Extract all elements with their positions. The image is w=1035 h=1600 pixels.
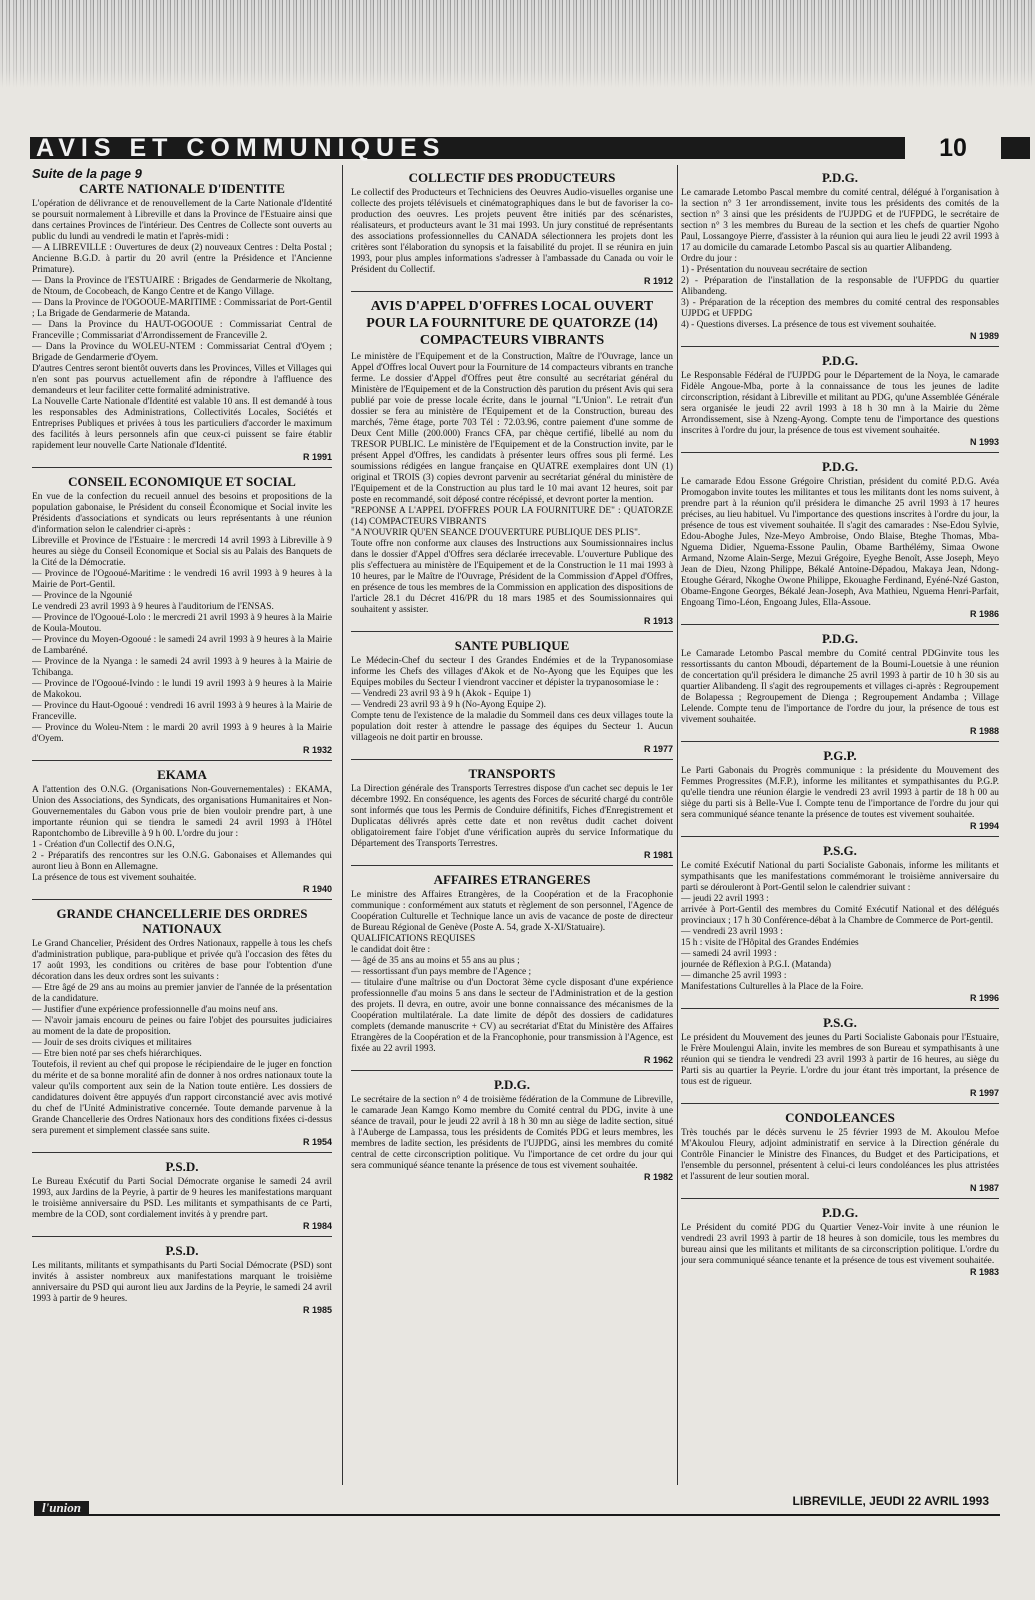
- notice-paragraph: 1) - Présentation du nouveau secrétaire de section: [681, 265, 868, 275]
- notice-reference: R 1982: [643, 1172, 673, 1182]
- notice-paragraph: 2 - Préparatifs des rencontres sur les O.N.G. Gabonaises et Allemandes qui auront lieu à Bonn en Allemagne.: [32, 851, 332, 872]
- notice-paragraph: Ordre du jour :: [681, 254, 737, 264]
- notice-paragraph: Le collectif des Producteurs et Techniciens des Oeuvres Audio-visuelles organise une collecte des projets télévisuels et cinématographiques dans le but de favoriser la co-production des oeuvres. Les projets peuvent être initiés par des scénaristes, réalisateurs, et producteurs avant le 31 mai 1993. Un jury constitué de représentants des associations professionnelles du CANADA sélectionnera les projets dont les critères sont l'élaboration du synopsis et la faisabilité du projet. Il se réunira en juin 1993, pour plus amples informations s'adresser à l'ambassade du Canada ou voir le Président du Collectif.: [351, 188, 673, 275]
- notice-paragraph: — Dans la Province du HAUT-OGOOUE : Commissariat Central de Franceville ; Commissariat d'Arrondissement de Franceville 2.: [32, 320, 332, 341]
- notice: [351, 298, 673, 632]
- notice-reference: R 1962: [643, 1055, 673, 1065]
- notice-paragraph: Le camarade Letombo Pascal membre du comité central, délégué à l'organisation à la section n° 3 1er arrondissement, invite tous les présidents des comités de la section n° 3 ainsi que les présidents de l'UJPDG et de l'UFPDG, le secrétaire de section n° 3 les membres du Bureau de la section et les chefs de quartier Ngoho Paul, Lossangoye Pierre, d'assister à la réunion qui aura lieu le jeudi 22 avril 1993 à 17 au domicile du camarade Letombo Pascal sis au quartier Alibandeng.: [681, 188, 999, 253]
- notice-paragraph: 3) - Préparation de la réception des membres du comité central des responsables UJPDG et UFPDG: [681, 298, 999, 319]
- notice: [351, 872, 673, 1071]
- notice-paragraph: — Province du Moyen-Ogooué : le samedi 24 avril 1993 à 9 heures à la Mairie de Lambaréné.: [32, 635, 332, 656]
- notice-paragraph: — A LIBREVILLE : Ouvertures de deux (2) nouveaux Centres : Delta Postal ; Ancienne B.G.D. à partir du 20 avril (entre la Présidence et l'Ancienne Primature).: [32, 243, 332, 275]
- notice: [351, 170, 673, 292]
- notice-reference: R 1913: [643, 616, 673, 626]
- notice-paragraph: Le Parti Gabonais du Progrès communique : la présidente du Mouvement des Femmes Progressites (M.F.P.), informe les militantes et sympathisantes du P.G.P. qu'elle tiendra une réunion élargie le vendredi 23 avril 1993 à partir de 18 h 00 au siège du parti sis à Belle-Vue I. Compte tenu de l'importance de l'ordre du jour qui sera communiqué séance tenante la présence de toutes est vivement souhaitée.: [681, 766, 999, 820]
- notice-paragraph: — Province de la Nyanga : le samedi 24 avril 1993 à 9 heures à la Mairie de Tchibanga.: [32, 657, 332, 678]
- notice-paragraph: 15 h : visite de l'Hôpital des Grandes Endémies: [681, 938, 859, 948]
- notice-paragraph: La Direction générale des Transports Terrestres dispose d'un cachet sec depuis le 1er décembre 1992. En conséquence, les agents des Forces de sécurité chargé du contrôle sont informés que tous les Permis de Conduire définitifs, Fiches d'Enregistrement et Duplicatas délivrés après cette date et non revêtus dudit cachet doivent obligatoirement faire l'objet d'une vérification auprès du service Informatique du Département des Transports Terrestres.: [351, 784, 673, 849]
- notice-title: P.D.G.: [822, 353, 858, 368]
- notice-paragraph: — N'avoir jamais encouru de peines ou faire l'objet des poursuites judiciaires au moment de la date de proposition.: [32, 1016, 332, 1037]
- notice-reference: N 1987: [969, 1183, 999, 1193]
- notice-paragraph: A l'attention des O.N.G. (Organisations Non-Gouvernementales) : EKAMA, Union des Associations, des Syndicats, des organisations Humanitaires et Non-Gouvernementales du Gabon vous prie de bien vouloir prendre part, à une importante réunion qui se tiendra le samedi 24 avril 1993 à l'Hôtel Rapontchombo de Libreville à 9 h 00. L'ordre du jour :: [32, 785, 332, 839]
- column-3: [681, 168, 999, 1488]
- notice-paragraph: Très touchés par le décès survenu le 25 février 1993 de M. Akoulou Mefoe M'Akoulou Fleury, adjoint administratif en service à la Direction générale du Contrôle Financier le Ministre des Finances, du Budget et des Participations, et l'ensemble du personnel, présentent à celui-ci leurs condoléances les plus attristées et l'assurent de leur soutien moral.: [681, 1128, 999, 1182]
- notice-paragraph: Le Grand Chancelier, Président des Ordres Nationaux, rappelle à tous les chefs d'administration publique, para-publique et privée qu'à l'occasion des fêtes du 17 août 1993, les conditions ou critères de base pour l'obtention d'une décoration dans les deux ordres sont les suivants :: [32, 939, 332, 982]
- notice-paragraph: — Justifier d'une expérience professionnelle d'au moins neuf ans.: [32, 1005, 278, 1015]
- notice: [351, 1077, 673, 1187]
- notice-paragraph: — Etre bien noté par ses chefs hiérarchiques.: [32, 1049, 202, 1059]
- notice: [681, 748, 999, 837]
- notice-paragraph: — âgé de 35 ans au moins et 55 ans au plus ;: [351, 956, 520, 966]
- notice: [32, 1159, 332, 1237]
- notice-paragraph: Le Bureau Exécutif du Parti Social Démocrate organise le samedi 24 avril 1993, aux Jardins de la Peyrie, à partir de 9 heures les manifestations marquant le troisième anniversaire du PSD. Les militants et sympathisants de ce Parti, membre de la COD, sont cordialement invités à y prendre part.: [32, 1177, 332, 1220]
- notice: [32, 767, 332, 900]
- section-title: AVIS ET COMMUNIQUES: [36, 134, 446, 162]
- notice-paragraph: Le Responsable Fédéral de l'UJPDG pour le Département de la Noya, le camarade Fidèle Angoue-Mba, porte à la connaissance de tous les jeunes de ladite circonscription, résidant à Libreville et militant au PDG, qu'une Assemblée Générale sera organisée le jeudi 22 avril 1993 à 18 h 30 mn à la Mairie du 2ème Arrondissement, sise à Nzeng-Ayong. Compte tenu de l'importance des questions inscrites à l'ordre du jour, la présence de tous est vivement souhaitée.: [681, 371, 999, 436]
- notice-reference: R 1988: [969, 726, 999, 736]
- notice-title: P.D.G.: [822, 459, 858, 474]
- notice-paragraph: Le secrétaire de la section n° 4 de troisième fédération de la Commune de Libreville, le camarade Jean Kamgo Komo membre du Comité central du PDG, invite à une séance de travail, pour le jeudi 22 avril à 18 h 30 mn au siège de ladite section, situé à l'Auberge de Lampassa, tous les présidents de Comités PDG et leurs membres, les membres de ladite section, les présidents de l'UJPDG, ainsi les membres du comité central de cette circonscription politique. Vu l'importance de cet ordre du jour qui sera communiqué séance tenante la présence de tous est vivement souhaitée.: [351, 1095, 673, 1171]
- notice: [681, 1205, 999, 1282]
- notice-reference: R 1940: [302, 884, 332, 894]
- notice: [681, 843, 999, 1009]
- notice-paragraph: La présence de tous est vivement souhaitée.: [32, 873, 197, 883]
- notice-title: TRANSPORTS: [468, 766, 556, 781]
- notice-title: GRANDE CHANCELLERIE DES ORDRES NATIONAUX: [56, 906, 308, 936]
- notice-reference: R 1997: [969, 1088, 999, 1098]
- notice-paragraph: — Province de l'Ogooué-Ivindo : le lundi 19 avril 1993 à 9 heures à la Mairie de Makokou.: [32, 679, 332, 700]
- notice-title: P.D.G.: [822, 1205, 858, 1220]
- notice-paragraph: — jeudi 22 avril 1993 :: [681, 894, 769, 904]
- notice-reference: R 1984: [302, 1221, 332, 1231]
- notice-paragraph: Le Médecin-Chef du secteur I des Grandes Endémies et de la Trypanosomiase informe les Chefs des villages d'Akok et de No-Ayong que les Equipes que les Equipes mobiles du Secteur I viendront vacciner et dépister la trypanosomiase le :: [351, 656, 673, 688]
- notice-reference: R 1932: [302, 745, 332, 755]
- notice-paragraph: 4) - Questions diverses. La présence de tous est vivement souhaitée.: [681, 320, 937, 330]
- notice: [681, 459, 999, 625]
- notice: [681, 170, 999, 347]
- notice-paragraph: Le camarade Edou Essone Grégoire Christian, président du comité P.D.G. Avéa Promogabon invite toutes les militantes et tous les militants dont les noms suivent, à prendre part à la réunion qu'il présidera le dimanche 25 avril 1993 à 17 heures précises, au lieu habituel. Vu l'importance des questions inscrites à l'ordre du jour, la présence de tous est vivement souhaitée. Il s'agit des camarades : Nse-Edou Sylvie, Edou-Aboghe Jules, Nze-Meyo Ambroise, Ondo Blaise, Bteghe Thomas, Mba-Nguema Didier, Nguema-Essone Paulin, Obame Barthélémy, Simaa Owone Armand, Nzome Alain-Serge, Mezui Grégoire, Eyeghe Benoît, Asse Joseph, Meyo Jean de Dieu, Nzong Philippe, Békalé Antoine-Dépadou, Makaya Jean, Ndong-Etoughe Gérard, Nkoghe Owone Philippe, Ekouaghe Ferdinand, Eyéné-Nzé Gaston, Obame-Engone Georges, Békalé Jean-Joseph, Ava Mathieu, Nguema Henri-Parfait, Engoang Timo-Léon, Engoang Jules, Ella-Assoue.: [681, 477, 999, 608]
- notice-paragraph: Le Camarade Letombo Pascal membre du Comité central PDGinvite tous les ressortissants du canton Mboudi, département de la Boumi-Louetsie à une réunion de concertation qu'il présidera le dimanche 25 avril 1993 à partir de 10 h 30 sis au quartier Alibandeng. Il s'agit des regroupements et villages ci-après : Regroupement de Bolapessa ; Regroupement de Dienga ; Regroupement Andamba ; Village Lelende. Compte tenu de l'importance de l'ordre du jour, la présence de tous est vivement souhaitée.: [681, 649, 999, 725]
- notice: [351, 638, 673, 760]
- notice-paragraph: — samedi 24 avril 1993 :: [681, 949, 777, 959]
- notice-title: P.S.D.: [165, 1243, 199, 1258]
- notice: [32, 474, 332, 761]
- notice-paragraph: QUALIFICATIONS REQUISES: [351, 934, 476, 944]
- notice-reference: N 1993: [969, 437, 999, 447]
- notice-paragraph: — Province de l'Ogooué-Lolo : le mercredi 21 avril 1993 à 9 heures à la Mairie de Koula-Moutou.: [32, 613, 332, 634]
- notice: [32, 181, 332, 468]
- notice-paragraph: 2) - Préparation de l'installation de la responsable de l'UFPDG du quartier Alibandeng.: [681, 276, 999, 297]
- page-number: 10: [905, 134, 1001, 162]
- column-1: [32, 168, 332, 1488]
- notice-paragraph: Toutefois, il revient au chef qui propose le récipiendaire de le juger en fonction du mérite et de sa bonne moralité afin de donner à nos ordres nationaux toute la valeur qu'ils comportent aux sein de la Nation toute entière. Les dossiers de candidatures doivent être appuyés d'un rapport circonstancié avec avis motivé du chef de l'Unité Administrative concernée. Toute demande parvenue à la Grande Chancellerie des Ordres Nationaux hors des conditions fixées ci-dessus sera purement et simplement classée sans suite.: [32, 1060, 332, 1136]
- notice-paragraph: Les militants, militants et sympathisants du Parti Social Démocrate (PSD) sont invités à assister nombreux aux manifestations marquant le troisième anniversaire du PSD qui auront lieu aux Jardins de la Peyrie, le samedi 24 avril 1993 à partir de 9 heures.: [32, 1261, 332, 1304]
- notice-title: AVIS D'APPEL D'OFFRES LOCAL OUVERT POUR LA FOURNITURE DE QUATORZE (14) COMPACTEURS VIBRANTS: [366, 299, 658, 348]
- notice-paragraph: 1 - Création d'un Collectif des O.N.G,: [32, 840, 175, 850]
- notice-title: P.S.G.: [823, 1015, 857, 1030]
- notice-title: P.D.G.: [494, 1077, 530, 1092]
- notice-title: AFFAIRES ETRANGERES: [433, 872, 591, 887]
- notice-reference: N 1989: [969, 331, 999, 341]
- notice-paragraph: — ressortissant d'un pays membre de l'Agence ;: [351, 967, 532, 977]
- notice-paragraph: — Jouir de ses droits civiques et militaires: [32, 1038, 192, 1048]
- notice: [681, 353, 999, 453]
- notice-paragraph: — Dans la Province de l'OGOOUE-MARITIME : Commissariat de Port-Gentil ; La Brigade de Gendarmerie de Matanda.: [32, 298, 332, 319]
- notice: [681, 1015, 999, 1104]
- notice-title: CARTE NATIONALE D'IDENTITE: [79, 181, 285, 196]
- notice-title: P.S.G.: [823, 843, 857, 858]
- notice-paragraph: le candidat doit être :: [351, 945, 431, 955]
- notice: [351, 766, 673, 866]
- notice-reference: R 1954: [302, 1137, 332, 1147]
- notice-title: P.G.P.: [823, 748, 857, 763]
- notice-reference: R 1983: [969, 1267, 999, 1277]
- notice-paragraph: — dimanche 25 avril 1993 :: [681, 971, 787, 981]
- column-2: [351, 168, 673, 1488]
- notice-paragraph: "A N'OUVRIR QU'EN SEANCE D'OUVERTURE PUBLIQUE DES PLIS".: [351, 528, 641, 538]
- notice-paragraph: Compte tenu de l'existence de la maladie du Sommeil dans ces deux villages toute la population doit rester à attendre le passage des équipes du Secteur 1. Aucun villageois ne doit partir en brousse.: [351, 711, 673, 743]
- notice-paragraph: arrivée à Port-Gentil des membres du Comité Exécutif National et des délégués provinciaux ; 17 h 30 Conférence-débat à la Chambre de Commerce de Port-gentil.: [681, 905, 999, 926]
- notice-reference: R 1991: [302, 452, 332, 462]
- notice-reference: R 1986: [969, 609, 999, 619]
- notice-paragraph: Libreville et Province de l'Estuaire : le mercredi 14 avril 1993 à Libreville à 9 heures au siège du Conseil Economique et Social sis au Palais des Banquets de la Cité de la Démocratie.: [32, 536, 332, 568]
- notice-title: SANTE PUBLIQUE: [454, 638, 570, 653]
- notice-paragraph: journée de Réflexion à P.G.I. (Matanda): [681, 960, 831, 970]
- notice-paragraph: — vendredi 23 avril 1993 :: [681, 927, 783, 937]
- notice-paragraph: Le vendredi 23 avril 1993 à 9 heures à l'auditorium de l'ENSAS.: [32, 602, 274, 612]
- notice-paragraph: — Province du Woleu-Ntem : le mardi 20 avril 1993 à 9 heures à la Mairie d'Oyem.: [32, 723, 332, 744]
- notice-paragraph: — Province de l'Ogooué-Maritime : le vendredi 16 avril 1993 à 9 heures à la Mairie de Port-Gentil.: [32, 569, 332, 590]
- notice-title: EKAMA: [157, 767, 207, 782]
- notice-title: CONDOLEANCES: [785, 1110, 895, 1125]
- notice-paragraph: Le président du Mouvement des jeunes du Parti Socialiste Gabonais pour l'Estuaire, le Frère Moulengui Alain, invite les membres de son Bureau et sympathisants à une réunion qui se tiendra le vendredi 23 avril 1993 à partir de 16 heures, au siège du Parti sis au quartier la Peyrie. L'ordre du jour étant très important, la présence de tous est de rigueur.: [681, 1033, 999, 1087]
- notice-paragraph: — Vendredi 23 avril 93 à 9 h (Akok - Equipe 1): [351, 689, 531, 699]
- notice-paragraph: Le ministre des Affaires Etrangères, de la Coopération et de la Fracophonie communique : conformément aux statuts et règlement de son personnel, l'Agence de Coopération Culturelle et Technique lance un avis de vacance de poste de directeur de Bureau Régional de Genève (Poste A. 54, grade X-XI/Statuaire).: [351, 890, 673, 933]
- notice-reference: R 1977: [643, 744, 673, 754]
- notice-reference: R 1996: [969, 993, 999, 1003]
- notice-paragraph: Le Président du comité PDG du Quartier Venez-Voir invite à une réunion le vendredi 23 avril 1993 à partir de 18 heures à son domicile, tous les membres du bureau ainsi que les militants et militants de sa circonscription politique. L'ordre du jour sera communiqué séance tenante et la présence de tous est vivement souhaitée.: [681, 1223, 999, 1266]
- notice-paragraph: La Nouvelle Carte Nationale d'Identité est valable 10 ans. Il est demandé à tous les responsables des Administrations, Collectivités Locales, Sociétés et Entreprises Publiques et privées à tous les particuliers d'accorder le maximum des facilités à leurs personnels afin que ceux-ci puissent se faire établir rapidement leur nouvelle Carte Nationale d'Identité.: [32, 397, 332, 451]
- notice-reference: R 1981: [643, 850, 673, 860]
- notice-paragraph: Toute offre non conforme aux clauses des Instructions aux Soumissionnaires inclus dans le dossier d'Appel d'Offres sera déclarée irrecevable. L'ouverture Publique des plis s'effectuera au ministère de l'Equipement et de la Construction le 11 mai 1993 à 10 heures, par le Maître de l'Ouvrage, Président de la Commission d'Appel d'Offres, en présence de tous les membres de la Commission en application des dispositions de l'article 28.1 du Décret 416/PR du 18 mars 1985 et des Soumissionnaires qui souhaitent y assister.: [351, 539, 673, 615]
- notice-paragraph: — Dans la Province de l'ESTUAIRE : Brigades de Gendarmerie de Nkoltang, de Ntoum, de Cocobeach, de Kango Centre et de Kango Village.: [32, 276, 332, 297]
- column-rule: [677, 165, 678, 1485]
- notice-reference: R 1985: [302, 1305, 332, 1315]
- notice-paragraph: Manifestations Culturelles à la Place de la Foire.: [681, 982, 864, 992]
- notice-reference: R 1994: [969, 821, 999, 831]
- continued-from-label: Suite de la page 9: [32, 168, 142, 181]
- column-rule: [342, 165, 343, 1485]
- notice: [681, 1110, 999, 1199]
- notice-paragraph: — titulaire d'une maîtrise ou d'un Doctorat 3ème cycle disposant d'une expérience professionnelle d'au moins 5 ans dans le secteur de l'Administration et de la gestion des projets. Il devra, en outre, avoir une bonne connaissance des mécanismes de la Coopération multilatérale. La date limite de dépôt des dossiers de cadidatures complets (demande manuscrite + CV) au secrétariat d'Etat du Ministère des Affaires Etrangères de la Coopération et de la Francophonie, pour transmission à l'Agence, est fixée au 22 avril 1993.: [351, 978, 673, 1054]
- notice-paragraph: En vue de la confection du recueil annuel des besoins et propositions de la population gabonaise, le Président du conseil Économique et Social invite les Présidents d'associations et syndicats ou leurs représentants à une réunion d'information selon le calendrier ci-après :: [32, 492, 332, 535]
- notice-title: P.D.G.: [822, 631, 858, 646]
- notice-title: CONSEIL ECONOMIQUE ET SOCIAL: [68, 474, 296, 489]
- notice-title: P.S.D.: [165, 1159, 199, 1174]
- notice: [681, 631, 999, 742]
- publication-logo: l'union: [34, 1501, 89, 1515]
- notice-paragraph: — Etre âgé de 29 ans au moins au premier janvier de l'année de la présentation de la candidature.: [32, 983, 332, 1004]
- notice-paragraph: L'opération de délivrance et de renouvellement de la Carte Nationale d'Identité se poursuit normalement à Libreville et dans la Province de l'Estuaire ainsi que dans certaines Provinces de l'intérieur. Des Centres de Collecte sont ouverts au public du lundi au vendredi le matin et l'après-midi :: [32, 199, 332, 242]
- notice-paragraph: — Province du Haut-Ogooué : vendredi 16 avril 1993 à 9 heures à la Mairie de Franceville.: [32, 701, 332, 722]
- notice-title: P.D.G.: [822, 170, 858, 185]
- notice: [32, 906, 332, 1153]
- footer-rule: [34, 1514, 1000, 1516]
- notice-reference: R 1912: [643, 276, 673, 286]
- notice-paragraph: — Dans la Province du WOLEU-NTEM : Commissariat Central d'Oyem ; Brigade de Gendarmerie d'Oyem.: [32, 342, 332, 363]
- scan-top-fade: [0, 0, 1035, 88]
- notice-paragraph: "REPONSE A L'APPEL D'OFFRES POUR LA FOURNITURE DE" : QUATORZE (14) COMPACTEURS VIBRANTS: [351, 506, 673, 527]
- notice-paragraph: — Province de la Ngounié: [32, 591, 132, 601]
- notice-title: COLLECTIF DES PRODUCTEURS: [408, 170, 616, 185]
- notice-paragraph: Le comité Exécutif National du parti Socialiste Gabonais, informe les militants et sympathisants que les manifestations commémorant le troisième anniversaire du parti se dérouleront à Port-Gentil selon le calendrier suivant :: [681, 861, 999, 893]
- notice: [32, 1243, 332, 1320]
- notice-paragraph: D'autres Centres seront bientôt ouverts dans les Provinces, Villes et Villages qui n'en sont pas pourvus actuellement afin de répondre à l'affluence des demandeurs et leur faciliter cette formalité administrative.: [32, 364, 332, 396]
- notice-paragraph: Le ministère de l'Equipement et de la Construction, Maître de l'Ouvrage, lance un Appel d'Offres local Ouvert pour la Fourniture de 14 compacteurs vibrants en tranche ferme. Le dossier d'Appel d'Offres peut être consulté au secrétariat général du Ministère de l'Equipement et de la Construction dès parution du présent Avis qui sera publié par voie de presse locale écrite, dans le journal "L'Union". Le retrait d'un dossier se fera au ministère de l'Equipement et de la Construction, bureau des marchés, 7ème étage, porte 703 Tél : 72.03.96, contre paiement d'une somme de Deux Cent Mille (200.000) Francs CFA, par chèque certifié, libellé au nom du TRESOR PUBLIC. Le ministère de l'Equipement et de la Construction invite, par le présent Appel d'Offres, les candidats à présenter leurs offres sous pli fermé. Les soumissions rédigées en langue française en QUATRE exemplaires dont UN (1) original et TROIS (3) copies devront parvenir au secrétariat général du ministère de l'Equipement et de la Construction au plus tard le 10 mai avant 12 heures, soit par poste en recommandé, soit déposé contre récépissé, et devront porter la mention.: [351, 352, 673, 505]
- dateline: LIBREVILLE, JEUDI 22 AVRIL 1993: [792, 1494, 989, 1508]
- notice-paragraph: — Vendredi 23 avril 93 à 9 h (No-Ayong Equipe 2).: [351, 700, 547, 710]
